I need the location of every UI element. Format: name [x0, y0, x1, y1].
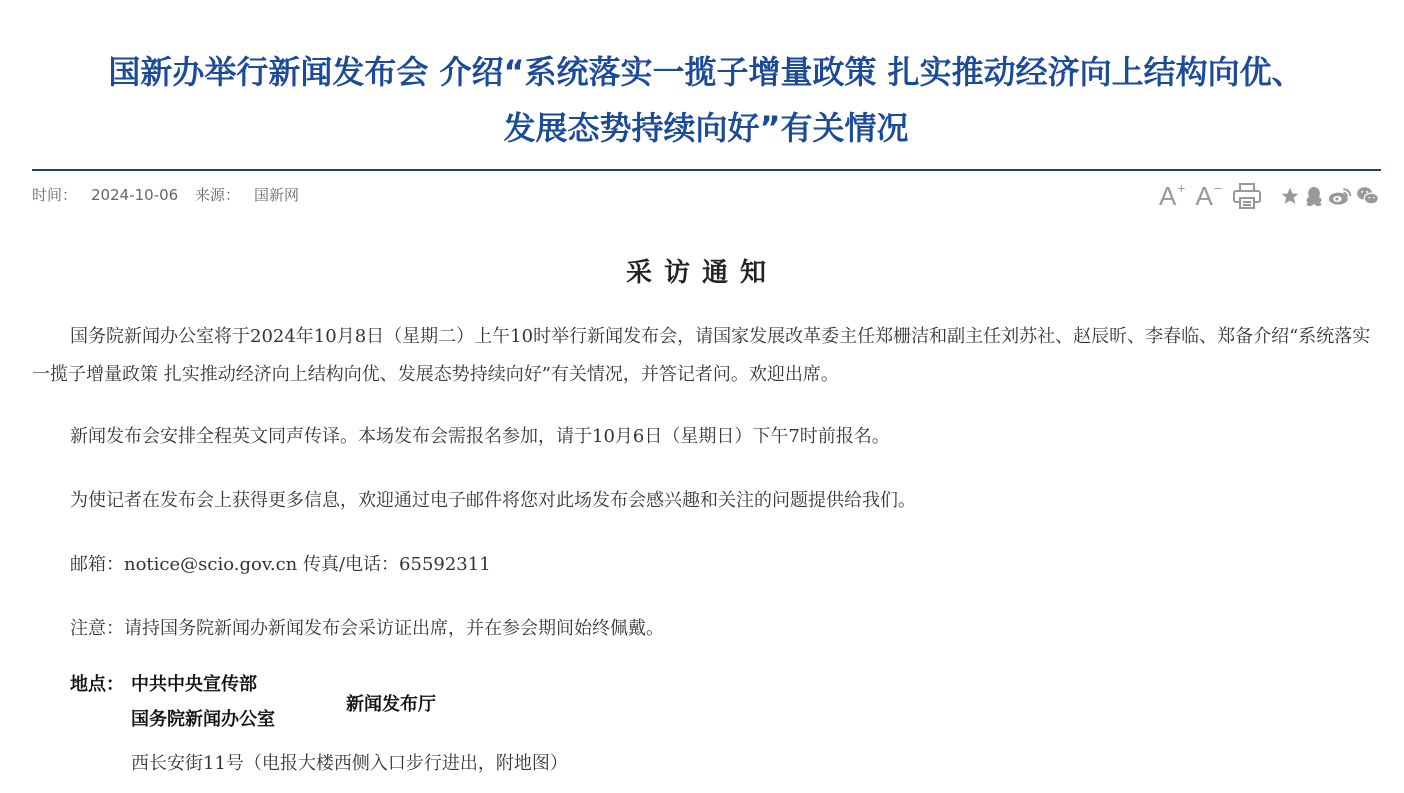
location-label: 地点：: [70, 674, 124, 695]
article-title: [32, 44, 1380, 156]
title-divider: [32, 169, 1381, 171]
paragraph-contact: 邮箱：notice@scio.gov.cn 传真/电话：65592311: [70, 554, 491, 575]
paragraph-questions: 为使记者在发布会上获得更多信息，欢迎通过电子邮件将您对此场发布会感兴趣和关注的问题提供给我们。: [70, 490, 916, 511]
article-toolbar: [1159, 178, 1380, 214]
wechat-icon[interactable]: [1356, 186, 1380, 206]
favorite-icon[interactable]: [1280, 186, 1300, 206]
location-org-scio: 国务院新闻办公室: [131, 709, 275, 730]
paragraph-note: 注意：请持国务院新闻办新闻发布会采访证出席，并在参会期间始终佩戴。: [70, 618, 664, 639]
font-decrease-icon[interactable]: A −: [1195, 180, 1222, 211]
location-org-propaganda: 中共中央宣传部: [131, 674, 257, 695]
notice-heading: 采访通知: [625, 258, 778, 288]
source-value: 国新网: [254, 186, 300, 204]
weibo-icon[interactable]: [1328, 186, 1352, 206]
qq-icon[interactable]: [1304, 185, 1324, 207]
article-title-line2: 发展态势持续向好”有关情况: [503, 109, 909, 147]
location-hall: 新闻发布厅: [346, 694, 436, 715]
article-meta: [32, 184, 311, 206]
time-label: 时间：: [32, 186, 78, 204]
location-address: 西长安街11号（电报大楼西侧入口步行进出，附地图）: [131, 753, 568, 774]
paragraph-announcement: 国务院新闻办公室将于2024年10月8日（星期二）上午10时举行新闻发布会，请国家发展改革委主任郑栅洁和副主任刘苏社、赵辰昕、李春临、郑备介绍“系统落实一揽子增量政策 扎实推动经济向上结构向优、发展态势持续向好”有关情况，并答记者问。欢迎出席。: [32, 326, 1371, 385]
font-increase-icon[interactable]: A +: [1158, 180, 1186, 211]
print-icon[interactable]: [1232, 182, 1262, 210]
publish-date: 2024-10-06: [91, 186, 179, 204]
source-label: 来源：: [194, 186, 240, 204]
paragraph-interpretation: 新闻发布会安排全程英文同声传译。本场发布会需报名参加，请于10月6日（星期日）下午7时前报名。: [70, 426, 890, 447]
article-title-line1: 国新办举行新闻发布会 介绍“系统落实一揽子增量政策 扎实推动经济向上结构向优、: [108, 53, 1304, 91]
